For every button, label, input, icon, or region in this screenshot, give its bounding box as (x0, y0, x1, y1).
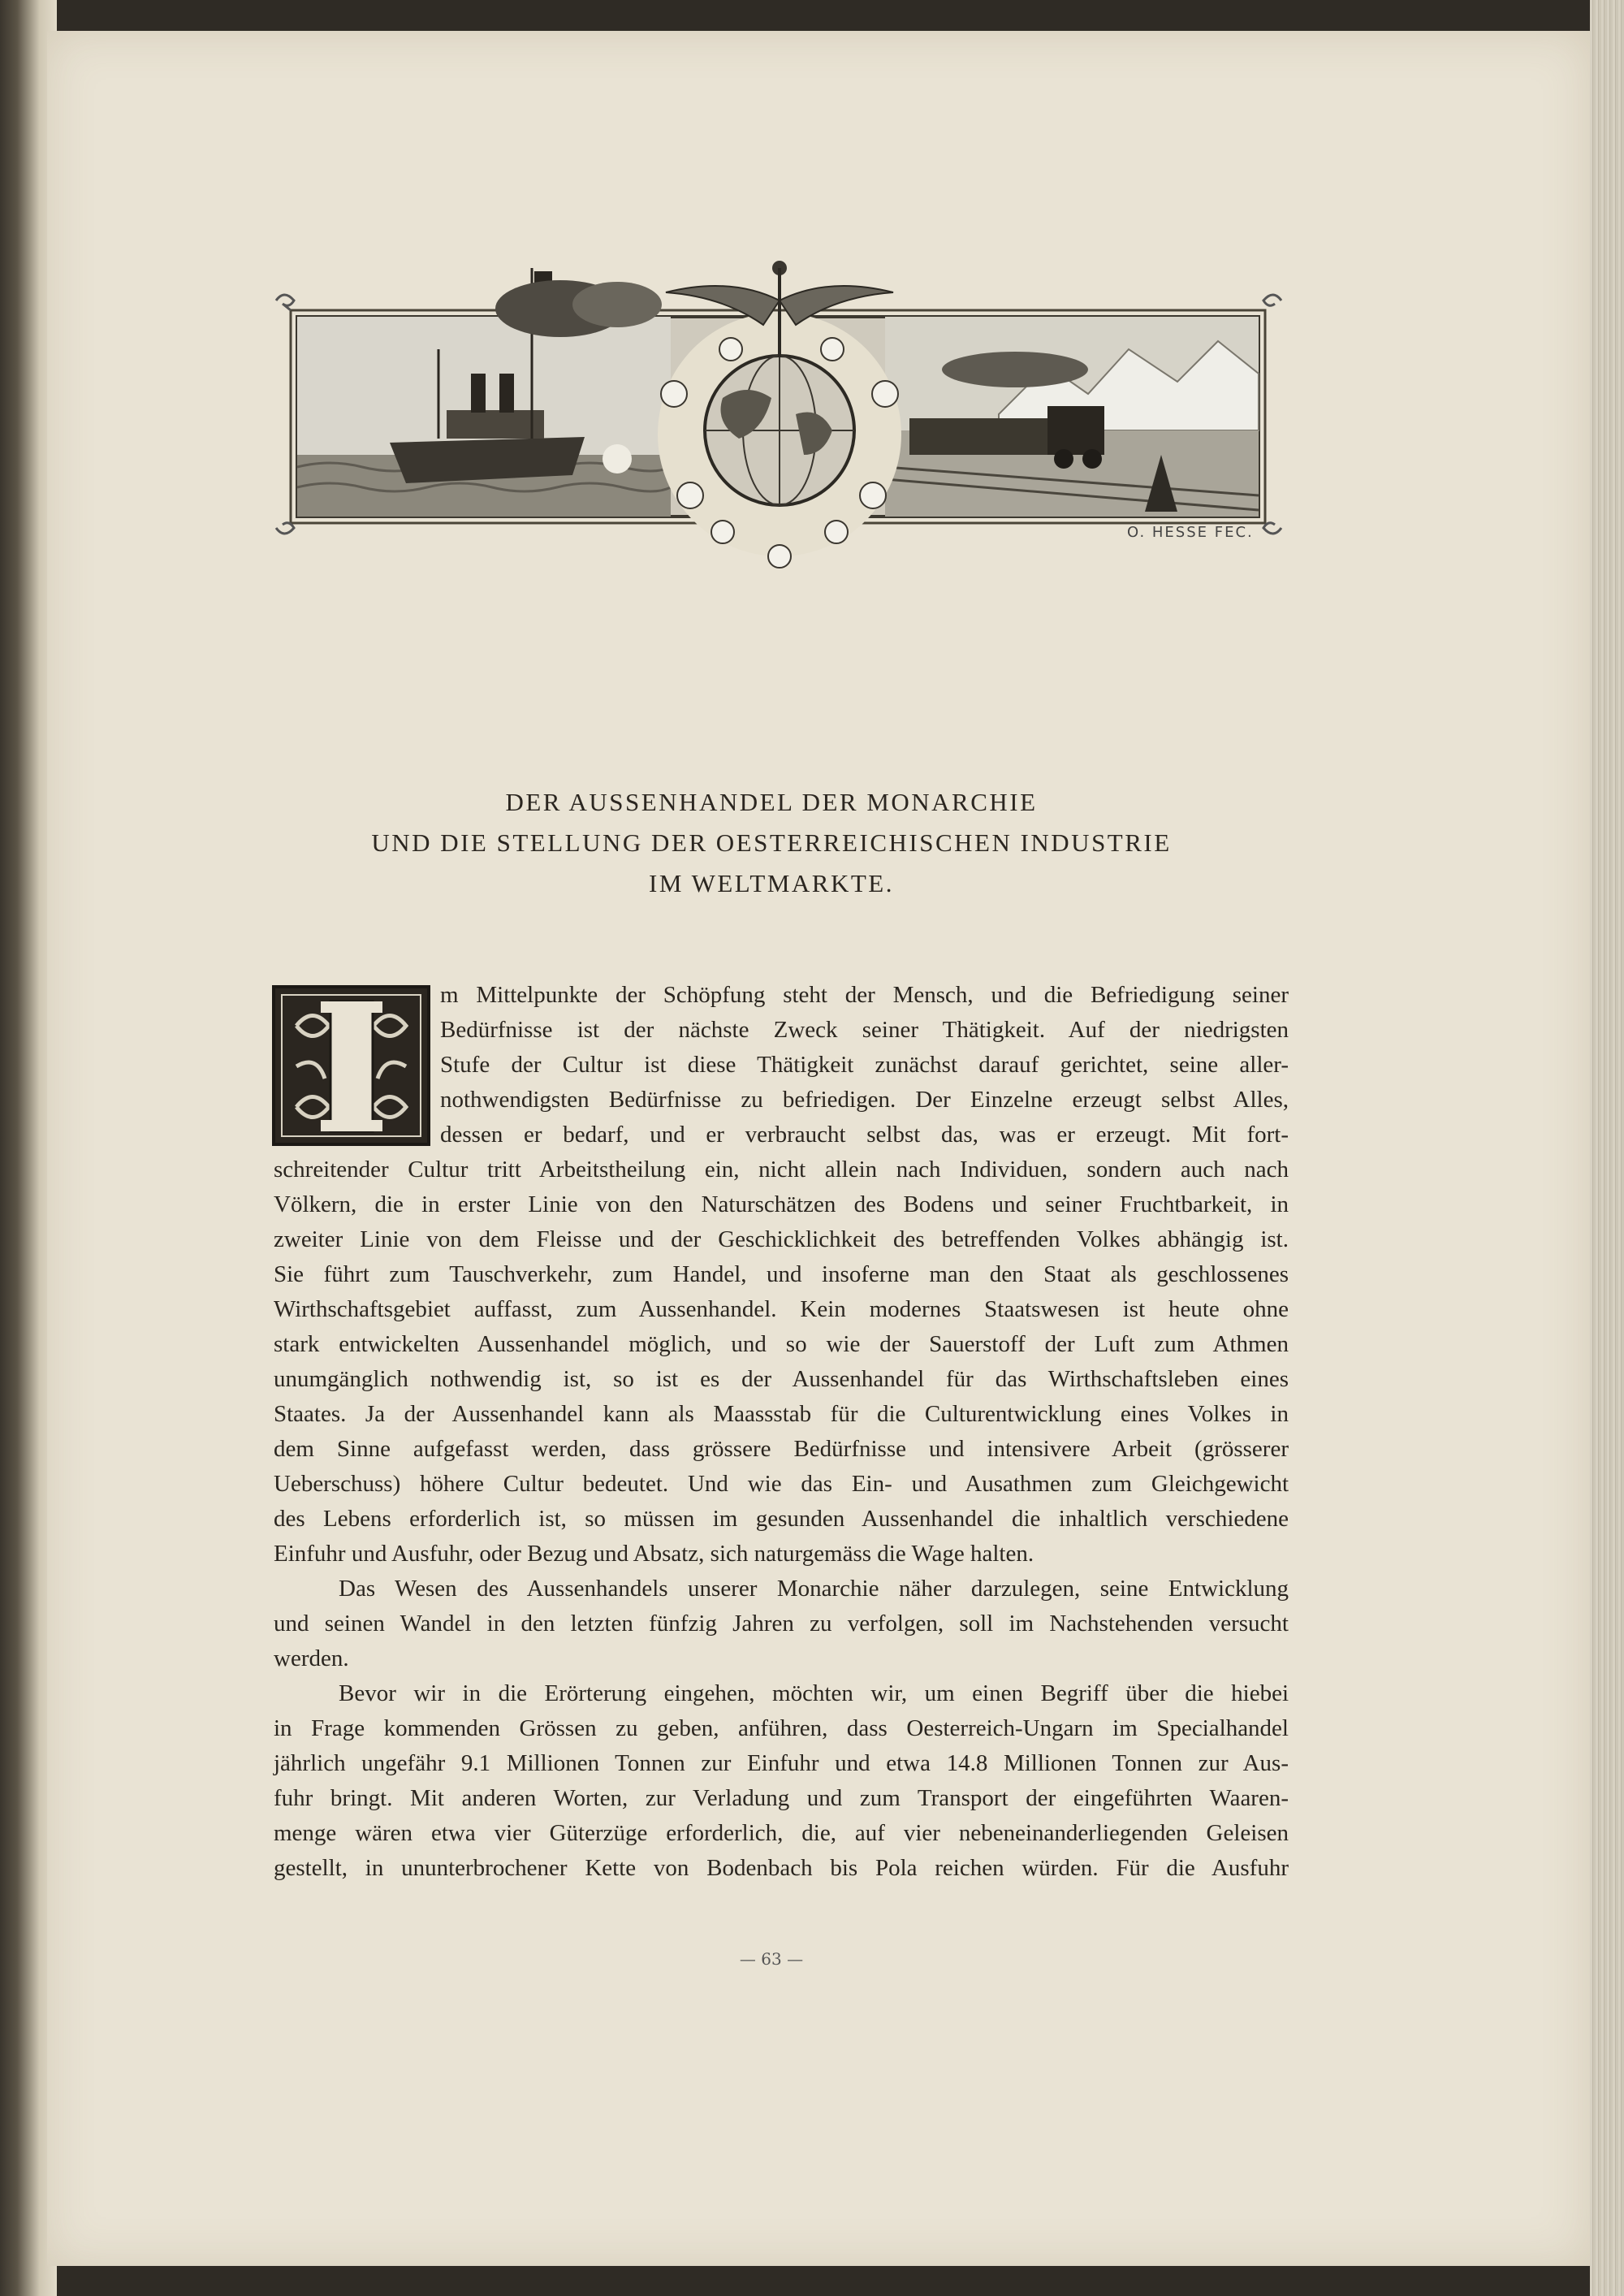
text-line: nothwendigsten Bedürfnisse zu befriedigen. Der Einzelne erzeugt selbst Alles, (440, 1087, 1289, 1113)
text-line: in Frage kommenden Grössen zu geben, anführen, dass Oesterreich-Ungarn im Specialhandel (274, 1715, 1289, 1741)
text-line: des Lebens erforderlich ist, so müssen im gesunden Aussenhandel die inhaltlich verschiedene (274, 1506, 1289, 1532)
text-line: Wirthschaftsgebiet auffasst, zum Aussenhandel. Kein modernes Staatswesen ist heute ohne (274, 1296, 1289, 1322)
text-line: Bedürfnisse ist der nächste Zweck seiner Thätigkeit. Auf der niedrigsten (440, 1017, 1289, 1043)
text-line: gestellt, in ununterbrochener Kette von Bodenbach bis Pola reichen würden. Für die Ausfuhr (274, 1855, 1289, 1881)
text-line: schreitender Cultur tritt Arbeitstheilung ein, nicht allein nach Individuen, sondern auch nach (274, 1157, 1289, 1183)
page-number: — 63 — (739, 1949, 804, 1969)
text-line: Das Wesen des Aussenhandels unserer Monarchie näher darzulegen, seine Entwicklung (339, 1576, 1289, 1602)
text-line: stark entwickelten Aussenhandel möglich, und so wie der Sauerstoff der Luft zum Athmen (274, 1331, 1289, 1357)
text-line: dessen er bedarf, und er verbraucht selbst das, was er erzeugt. Mit fort- (440, 1122, 1289, 1148)
illustration-signature: O. HESSE FEC. (1127, 524, 1254, 541)
text-line: Völkern, die in erster Linie von den Naturschätzen des Bodens und seiner Fruchtbarkeit, in (274, 1191, 1289, 1217)
heading-line-2: UND DIE STELLUNG DER OESTERREICHISCHEN INDUSTRIE (371, 828, 1172, 857)
text-line: Bevor wir in die Erörterung eingehen, möchten wir, um einen Begriff über die hiebei (339, 1680, 1289, 1706)
text-line: menge wären etwa vier Güterzüge erforderlich, die, auf vier nebeneinanderliegenden Geleisen (274, 1820, 1289, 1846)
text-line: Stufe der Cultur ist diese Thätigkeit zunächst darauf gerichtet, seine aller- (440, 1052, 1289, 1078)
text-line: unumgänglich nothwendig ist, so ist es der Aussenhandel für das Wirthschaftsleben eines (274, 1366, 1289, 1392)
text-line: werden. (274, 1645, 349, 1671)
text-line: fuhr bringt. Mit anderen Worten, zur Verladung und zum Transport der eingeführten Waaren- (274, 1785, 1289, 1811)
heading-line-1: DER AUSSENHANDEL DER MONARCHIE (505, 788, 1038, 816)
text-line: m Mittelpunkte der Schöpfung steht der Mensch, und die Befriedigung seiner (440, 982, 1289, 1008)
text-line: und seinen Wandel in den letzten fünfzig Jahren zu verfolgen, soll im Nachstehenden versucht (274, 1611, 1289, 1637)
text-line: Sie führt zum Tauschverkehr, zum Handel, und insoferne man den Staat als geschlossenes (274, 1261, 1289, 1287)
heading-line-3: IM WELTMARKTE. (649, 869, 894, 897)
page-edges (1590, 0, 1624, 2296)
text-line: Ueberschuss) höhere Cultur bedeutet. Und wie das Ein- und Ausathmen zum Gleichgewicht (274, 1471, 1289, 1497)
paragraph-1 (274, 978, 1289, 1886)
text-line: zweiter Linie von dem Fleisse und der Geschicklichkeit des betreffenden Volkes abhängig ist. (274, 1226, 1289, 1252)
text-line: Staates. Ja der Aussenhandel kann als Maassstab für die Culturentwicklung eines Volkes in (274, 1401, 1289, 1427)
text-line: Einfuhr und Ausfuhr, oder Bezug und Absatz, sich naturgemäss die Wage halten. (274, 1541, 1034, 1567)
text-line: dem Sinne aufgefasst werden, dass grössere Bedürfnisse und intensivere Arbeit (grösserer (274, 1436, 1289, 1462)
text-line: jährlich ungefähr 9.1 Millionen Tonnen zur Einfuhr und etwa 14.8 Millionen Tonnen zur Aus- (274, 1750, 1289, 1776)
